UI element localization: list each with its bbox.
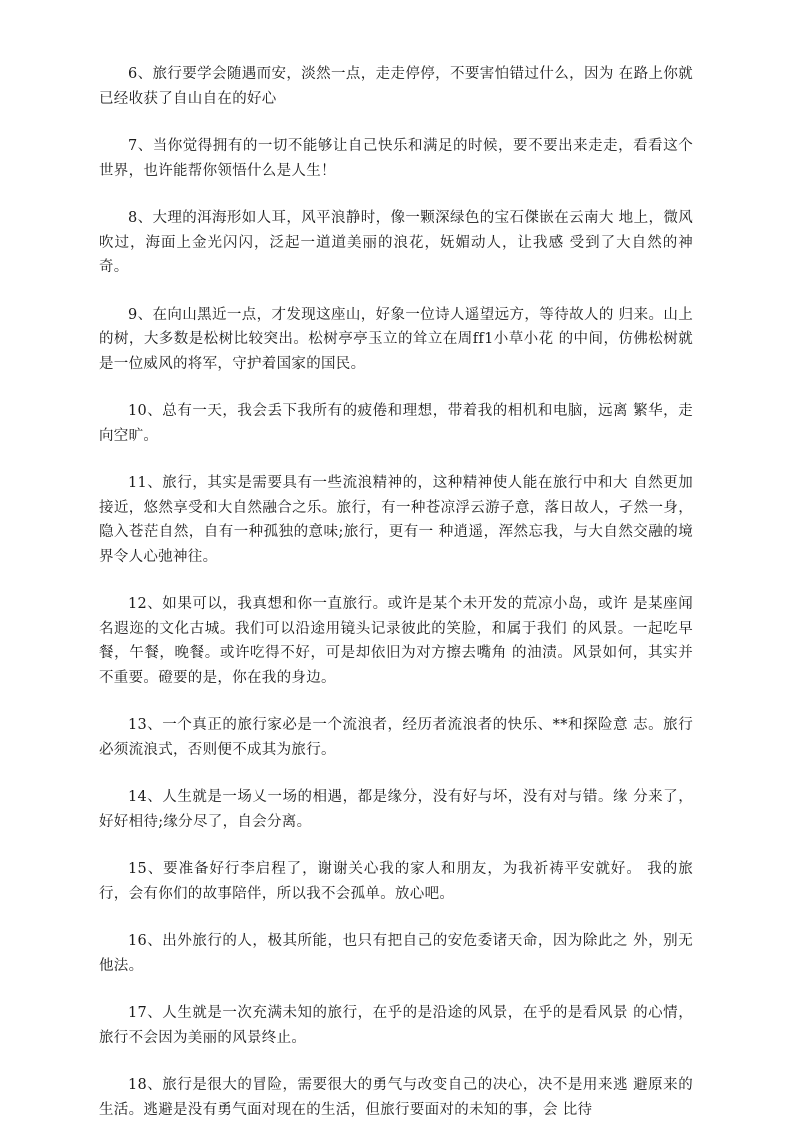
paragraph-6: 6、旅行要学会随遇而安，淡然一点，走走停停，不要害怕错过什么，因为 在路上你就已经收获了自山自在的好心: [99, 66, 693, 107]
paragraph-15: 15、要准备好行李启程了，谢谢关心我的家人和朋友，为我祈祷平安就好。 我的旅行，会有你们的故事陪伴，所以我不会孤单。放心吧。: [99, 861, 693, 902]
paragraph-18: 18、旅行是很大的冒险，需要很大的勇气与改变自己的决心，决不是用来逃 避原来的生活。逃避是没有勇气面对现在的生活，但旅行要面对的未知的事，会 比待: [99, 1077, 693, 1118]
paragraph-8: 8、大理的洱海形如人耳，风平浪静时，像一颗深绿色的宝石傑嵌在云南大 地上，微风吹过，海面上金光闪闪，泛起一道道美丽的浪花，妩媚动人，让我感 受到了大自然的神奇。: [99, 210, 693, 275]
paragraph-12: 12、如果可以，我真想和你一直旅行。或许是某个未开发的荒凉小岛，或许 是某座闻名遐迩的文化古城。我们可以沿途用镜头记录彼此的笑脸，和属于我们 的风景。一起吃早餐，午餐，晚餐。或许吃得不好，可是却依旧为对方擦去嘴角 的油渍。风景如何，其实并不重要。磴要的是，你在我的身边。: [99, 596, 693, 686]
document-page: [99, 62, 693, 1145]
paragraph-9: 9、在向山黑近一点，才发现这座山，好象一位诗人遥望远方，等待故人的 归来。山上的树，大多数是松树比较突出。松树亭亭玉立的耸立在周ff1小草小花 的中间，仿佛松树就是一位威风的将军，守护着国家的国民。: [99, 306, 693, 372]
paragraph-13: 13、一个真正的旅行家必是一个流浪者，经历者流浪者的快乐、**和探险意 志。旅行必须流浪式，否则便不成其为旅行。: [99, 717, 693, 758]
paragraph-7: 7、当你觉得拥有的一切不能够让自己快乐和满足的时候，要不要出来走走，看看这个世界，也许能帮你领悟什么是人生！: [99, 138, 693, 179]
paragraph-10: 10、总有一天，我会丢下我所有的疲倦和理想，带着我的相机和电脑，远离 繁华，走向空旷。: [99, 403, 693, 444]
paragraph-17: 17、人生就是一次充满未知的旅行，在乎的是沿途的风景，在乎的是看风景 的心情，旅行不会因为美丽的风景终止。: [99, 1005, 693, 1046]
paragraph-14: 14、人生就是一场乂一场的相遇，都是缘分，没有好与坏，没有对与错。缘 分来了，好好相待;缘分尽了，自会分离。: [99, 789, 693, 830]
paragraph-11: 11、旅行，其实是需要具有一些流浪精神的，这种精神使人能在旅行中和大 自然更加接近，悠然享受和大自然融合之乐。旅行，有一种苍凉浮云游子意，落日故人，孑然一身，隐入苍茫自然，自有一种孤独的意味;旅行，更有一 种逍遥，浑然忘我，与大自然交融的境界令人心弛神往。: [99, 475, 693, 565]
paragraph-16: 16、出外旅行的人，极其所能，也只有把自己的安危委诸天命，因为除此之 外，别无他法。: [99, 933, 693, 974]
